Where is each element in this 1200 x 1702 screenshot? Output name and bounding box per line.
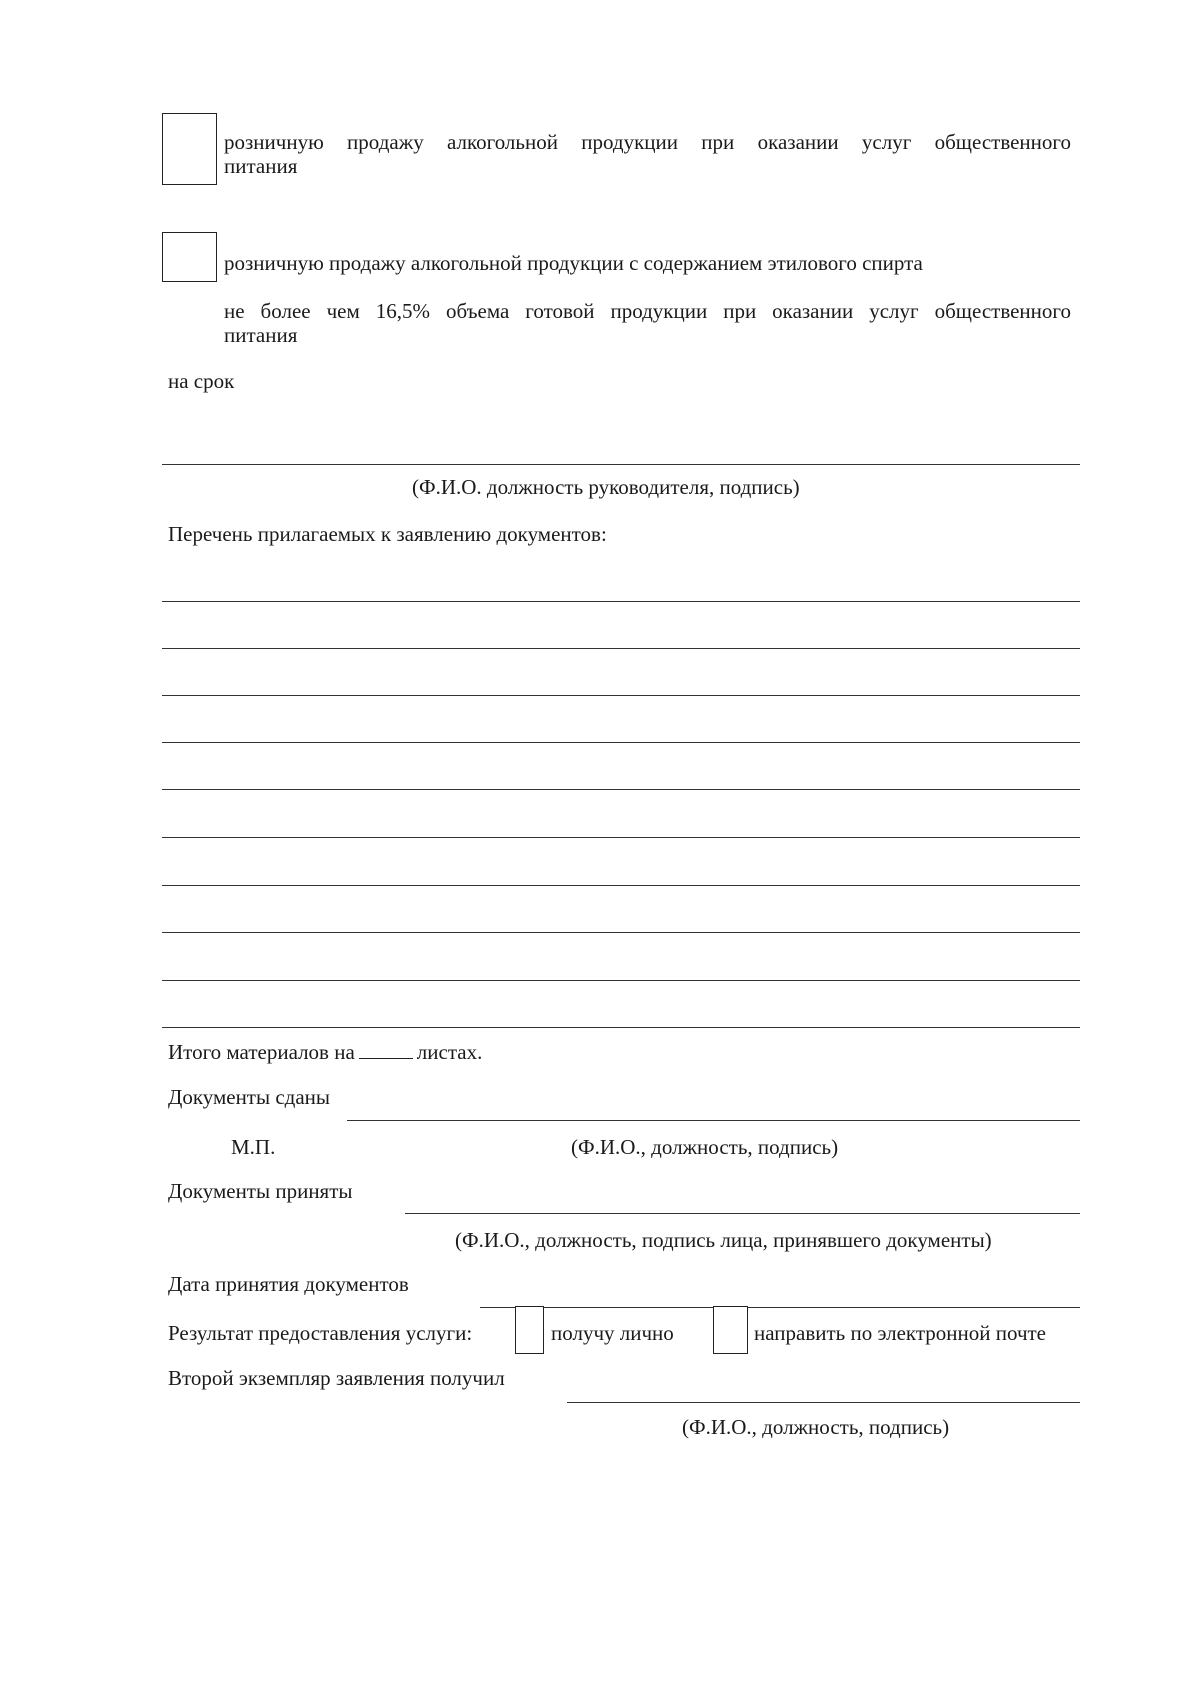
accept-date-label: Дата принятия документов: [168, 1272, 409, 1296]
attachment-line[interactable]: [162, 648, 1080, 649]
totals-suffix: листах.: [416, 1040, 483, 1064]
second-copy-label: Второй экземпляр заявления получил: [168, 1366, 505, 1390]
stamp-label: М.П.: [231, 1135, 276, 1159]
accept-date-line[interactable]: [480, 1307, 1080, 1308]
personal-pickup-label: получу лично: [551, 1321, 674, 1345]
attachment-line[interactable]: [162, 932, 1080, 933]
accepted-label: Документы приняты: [168, 1179, 353, 1203]
second-copy-signature-line[interactable]: [567, 1402, 1080, 1403]
personal-pickup-checkbox[interactable]: [515, 1306, 544, 1354]
attachment-line[interactable]: [162, 742, 1080, 743]
accepted-caption: (Ф.И.О., должность, подпись лица, принявшего документы): [455, 1228, 992, 1252]
accepted-signature-line[interactable]: [405, 1213, 1080, 1214]
attachment-line[interactable]: [162, 695, 1080, 696]
option-2-checkbox[interactable]: [162, 232, 217, 282]
option-2-text-line2: не более чем 16,5% объема готовой продукции при оказании услуг общественного: [224, 299, 1071, 323]
submitted-caption: (Ф.И.О., должность, подпись): [571, 1135, 839, 1159]
submitted-signature-line[interactable]: [347, 1120, 1080, 1121]
attachment-line[interactable]: [162, 789, 1080, 790]
attachment-line[interactable]: [162, 980, 1080, 981]
attachment-line[interactable]: [162, 837, 1080, 838]
option-1-text-cont: питания: [224, 154, 298, 178]
email-delivery-checkbox[interactable]: [713, 1306, 748, 1354]
attachment-line[interactable]: [162, 601, 1080, 602]
sheet-count-blank[interactable]: [359, 1040, 413, 1059]
head-signature-line[interactable]: [162, 464, 1080, 465]
second-copy-caption: (Ф.И.О., должность, подпись): [682, 1415, 950, 1439]
option-2-text-line3: питания: [224, 323, 298, 347]
head-signature-caption: (Ф.И.О. должность руководителя, подпись): [412, 475, 800, 499]
attachments-heading: Перечень прилагаемых к заявлению документов:: [168, 522, 607, 546]
option-1-text: розничную продажу алкогольной продукции при оказании услуг общественного: [224, 130, 1071, 154]
submitted-label: Документы сданы: [168, 1085, 331, 1109]
result-label: Результат предоставления услуги:: [168, 1321, 473, 1345]
attachment-line[interactable]: [162, 1027, 1080, 1028]
attachment-line[interactable]: [162, 885, 1080, 886]
totals-prefix: Итого материалов на: [168, 1040, 355, 1064]
option-2-text: розничную продажу алкогольной продукции с содержанием этилового спирта: [224, 251, 923, 275]
option-1-checkbox[interactable]: [162, 113, 217, 185]
totals-row: [168, 1040, 482, 1064]
email-delivery-label: направить по электронной почте: [754, 1321, 1047, 1345]
term-label: на срок: [168, 369, 235, 393]
